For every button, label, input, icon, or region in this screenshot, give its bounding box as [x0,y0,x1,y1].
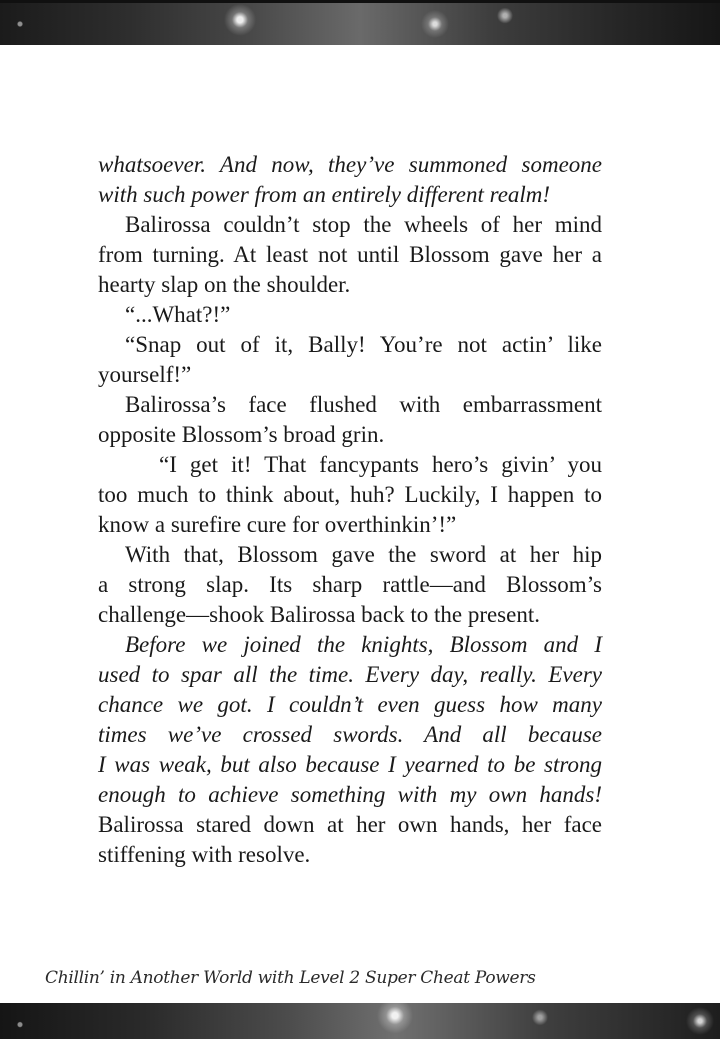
text-line: used to spar all the time. Every day, really. Every [98,662,602,687]
text-line: challenge—shook Balirossa back to the present. [98,602,540,627]
text-line: from turning. At least not until Blossom gave her a [98,242,602,267]
text-line: Before we joined the knights, Blossom and I [125,632,602,657]
text-line: “...What?!” [125,302,231,327]
text-line: With that, Blossom gave the sword at her hip [125,542,602,567]
text-line: “I get it! That fancypants hero’s givin’ you [159,452,602,477]
text-line: yourself!” [98,362,192,387]
bottom-decorative-band [0,1003,720,1039]
text-line: a strong slap. Its sharp rattle—and Blossom’s [98,572,602,597]
top-decorative-band [0,0,720,45]
text-line: I was weak, but also because I yearned to be strong [98,752,602,777]
text-line: enough to achieve something with my own hands! [98,782,602,807]
text-line: know a surefire cure for overthinkin’!” [98,512,457,537]
text-line: “Snap out of it, Bally! You’re not actin’ like [125,332,602,357]
text-line: times we’ve crossed swords. And all because [98,722,602,747]
text-line: whatsoever. And now, they’ve summoned someone [98,152,602,177]
text-line: Balirossa stared down at her own hands, her face [98,812,602,837]
text-line: stiffening with resolve. [98,842,311,867]
text-line: with such power from an entirely different realm! [98,182,551,207]
book-title-footer: Chillin’ in Another World with Level 2 Super Cheat Powers [45,968,536,988]
text-line: Balirossa’s face flushed with embarrassment [125,392,602,417]
text-line: Balirossa couldn’t stop the wheels of her mind [125,212,602,237]
text-line: hearty slap on the shoulder. [98,272,351,297]
text-line: too much to think about, huh? Luckily, I happen to [98,482,602,507]
text-line: opposite Blossom’s broad grin. [98,422,385,447]
page-body-text [98,150,602,870]
text-line: chance we got. I couldn’t even guess how many [98,692,602,717]
